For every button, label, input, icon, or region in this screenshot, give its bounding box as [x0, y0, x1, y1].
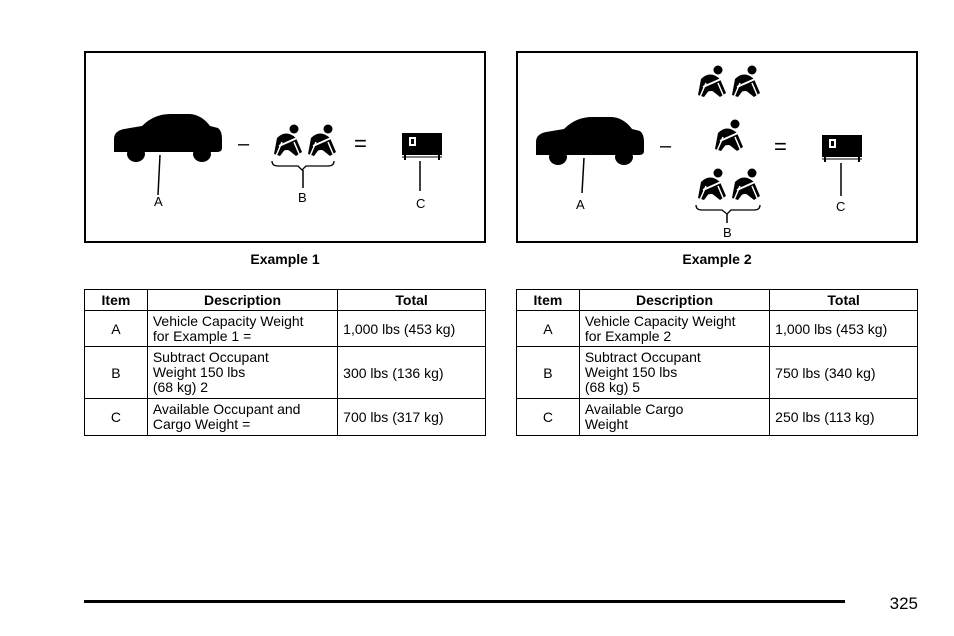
- car-icon: [536, 117, 644, 165]
- header-total: Total: [338, 290, 486, 311]
- table-header-row: [85, 290, 486, 311]
- label-b: B: [298, 190, 307, 205]
- table-row: [85, 399, 486, 436]
- car-icon: [114, 114, 222, 162]
- cell-item: C: [85, 399, 148, 436]
- example-2-caption: Example 2: [682, 251, 752, 267]
- seatbelt-occupant-icon: [732, 169, 760, 201]
- equals-sign: =: [774, 134, 787, 159]
- seatbelt-occupant-icon: [274, 125, 302, 157]
- seatbelt-occupant-icon: [732, 66, 760, 98]
- seatbelt-occupant-icon: [308, 125, 336, 157]
- table-row: [85, 311, 486, 347]
- minus-sign: –: [660, 135, 672, 157]
- cell-total: 250 lbs (113 kg): [770, 399, 918, 436]
- cell-total: 1,000 lbs (453 kg): [770, 311, 918, 347]
- label-a: A: [576, 197, 585, 212]
- table-row: [85, 347, 486, 399]
- cell-total: 300 lbs (136 kg): [338, 347, 486, 399]
- seatbelt-occupant-icon: [698, 66, 726, 98]
- table-row: [517, 311, 918, 347]
- cargo-icon: [402, 133, 442, 160]
- table-row: [517, 399, 918, 436]
- cell-description: Subtract Occupant Weight 150 lbs (68 kg) 2: [147, 347, 337, 399]
- example-2-figure: [516, 51, 918, 243]
- label-b: B: [723, 225, 732, 240]
- cell-item: A: [517, 311, 580, 347]
- seatbelt-occupant-icon: [698, 169, 726, 201]
- cell-item: B: [517, 347, 580, 399]
- cargo-icon: [822, 135, 862, 162]
- header-description: Description: [579, 290, 769, 311]
- example-1-figure: [84, 51, 486, 243]
- footer-rule: [84, 600, 845, 603]
- cell-total: 1,000 lbs (453 kg): [338, 311, 486, 347]
- equals-sign: =: [354, 131, 367, 156]
- cell-total: 750 lbs (340 kg): [770, 347, 918, 399]
- cell-item: B: [85, 347, 148, 399]
- cell-description: Available Cargo Weight: [579, 399, 769, 436]
- example-2-table: [516, 289, 918, 436]
- label-c: C: [416, 196, 426, 211]
- example-1-caption: Example 1: [250, 251, 320, 267]
- header-item: Item: [85, 290, 148, 311]
- cell-description: Subtract Occupant Weight 150 lbs (68 kg) 5: [579, 347, 769, 399]
- cell-description: Vehicle Capacity Weight for Example 1 =: [147, 311, 337, 347]
- cell-description: Vehicle Capacity Weight for Example 2: [579, 311, 769, 347]
- cell-description: Available Occupant and Cargo Weight =: [147, 399, 337, 436]
- label-c: C: [836, 199, 846, 214]
- table-row: [517, 347, 918, 399]
- example-1-table: [84, 289, 486, 436]
- seatbelt-occupant-icon: [715, 120, 743, 152]
- header-item: Item: [517, 290, 580, 311]
- minus-sign: –: [238, 133, 250, 155]
- cell-total: 700 lbs (317 kg): [338, 399, 486, 436]
- cell-item: A: [85, 311, 148, 347]
- label-a: A: [154, 194, 163, 209]
- cell-item: C: [517, 399, 580, 436]
- header-total: Total: [770, 290, 918, 311]
- table-header-row: [517, 290, 918, 311]
- page-number: 325: [889, 594, 918, 613]
- header-description: Description: [147, 290, 337, 311]
